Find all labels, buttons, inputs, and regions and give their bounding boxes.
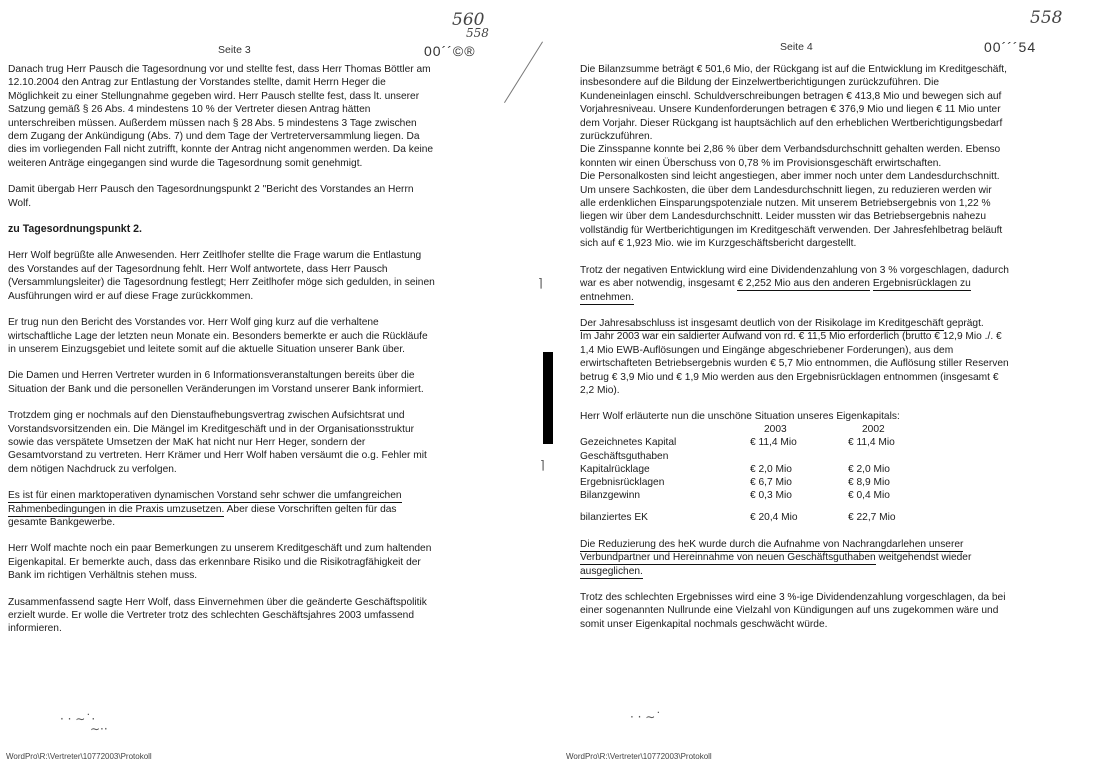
signature-scribble-right: ⋅ · ∼˙: [630, 710, 662, 724]
table-row: [580, 463, 896, 476]
paragraph-rest: Aber diese Vorschriften gelten für das gesamte Bankgewerbe.: [8, 503, 397, 528]
left-page: [0, 0, 545, 784]
row-label: Ergebnisrücklagen: [580, 477, 665, 489]
handwritten-number-left: 560: [452, 10, 485, 30]
document-stamp-left: 00´´©®: [424, 43, 476, 59]
value-2002: € 8,9 Mio: [848, 477, 890, 489]
value-2002: € 11,4 Mio: [848, 436, 895, 448]
underlined-text: Ergebnisrücklagen zu entnehmen.: [580, 278, 971, 303]
table-row: [580, 436, 896, 450]
paragraph: Die Zinsspanne konnte bei 2,86 % über dem Verbandsdurchschnitt gehalten werden. Ebenso konnten wir einen Überschuss von 0,78 % im Provisionsgeschäft erwirtschaften.: [580, 144, 1001, 169]
footer-path-right: WordPro\R:\Vertreter\10772003\Protokoll: [566, 752, 712, 761]
value-2003: € 0,3 Mio: [750, 490, 792, 502]
value-2003: € 6,7 Mio: [750, 477, 792, 489]
redaction-bar: [543, 352, 553, 444]
value-2002: € 2,0 Mio: [848, 463, 890, 475]
value-2003: € 2,0 Mio: [750, 463, 792, 475]
signature-scribble-left: · ⋅ ∼˙⋅: [60, 712, 96, 726]
underlined-text: € 2,252 Mio aus den anderen: [737, 278, 870, 290]
underlined-text: Der Jahresabschluss ist insgesamt deutlich von der Risikolage im Kreditgeschäft: [580, 317, 944, 329]
risk-rest: geprägt.: [946, 317, 984, 329]
table-row: [580, 489, 896, 502]
page-number-right: Seite 4: [780, 41, 813, 53]
dividend-text: Trotz der negativen Entwicklung wird eine Dividendenzahlung von 3 % vorgeschlagen, dadurch war es aber notwendig, insgesamt: [580, 264, 1009, 290]
row-label: bilanziertes EK: [580, 511, 648, 523]
document-stamp-right: 00´´´54: [984, 39, 1037, 55]
paragraph: Im Jahr 2003 war ein saldierter Aufwand von rd. € 11,5 Mio erforderlich (brutto € 12,9 Mio ./. € 1,4 Mio EWB-Auflösungen und Eingänge abgeschriebener Forderungen), aus dem erwirtschafteten Betriebsergebnis wurden € 5,7 Mio entnommen, die Auflösung stiller Reserven betrug € 3,9 Mio und € 1,9 Mio werden aus den Ergebnisrücklagen entnommen (insgesamt € 2,2 Mio).: [580, 331, 1009, 396]
page-number-left: Seite 3: [218, 44, 251, 56]
paragraph: Herr Wolf begrüßte alle Anwesenden. Herr Zeitlhofer stellte die Frage warum die Entlastung des Vorstandes auf der Tagesordnung fehlt. Herr Wolf antwortete, dass Herr Pausch (Versammlungsleiter) die Tagesordnung festlegt; Herr Zeitlhofer möge sich gedulden, in seinen Ausführungen wird er auf diese Frage zurückkommen.: [8, 250, 435, 302]
paragraph: Er trug nun den Bericht des Vorstandes vor. Herr Wolf ging kurz auf die verhaltene wirtschaftliche Lage der letzten neun Monate ein. Besonders bemerkte er auch die Rückläufe in unserem Einzugsgebiet und leitete somit auf die aktuelle Situation unserer Bank über.: [8, 317, 428, 355]
right-page: [538, 0, 1100, 784]
paragraph: Damit übergab Herr Pausch den Tagesordnungspunkt 2 "Bericht des Vorstandes an Herrn Wolf.: [8, 184, 414, 209]
value-2002: € 0,4 Mio: [848, 490, 890, 502]
signature-scribble-left-2: ∼⋅·: [90, 722, 108, 736]
row-label: Kapitalrücklage: [580, 463, 650, 475]
underlined-text: Verbundpartner und Hereinnahme von neuen Geschäftsguthaben: [580, 552, 876, 564]
reduction-paragraph: [580, 538, 1010, 578]
underlined-text: ausgeglichen.: [580, 565, 643, 577]
paragraph: Die Personalkosten sind leicht angestiegen, aber immer noch unter dem Landesdurchschnitt. Um unsere Sachkosten, die über dem Landesdurchschnitt liegen, zu reduzieren werden wir alle erdenklichen Einsparungspotenziale nutzen. Mit unserem Betriebsergebnis von 1,22 % liegen wir über dem Landesdurchschnitt. Leider mussten wir das Betriebsergebnis nahezu vollständig für Wertberichtigungen im Kreditgeschäft verwenden. Der Jahresfehlbetrag beläuft sich auf € 1,923 Mio. wie im Kurzgeschäftsbericht dargestellt.: [580, 171, 1003, 250]
handwritten-subnumber-left: 558: [466, 26, 489, 40]
margin-mark: ⌉: [538, 276, 543, 290]
section-heading: zu Tagesordnungspunkt 2.: [8, 223, 142, 236]
equity-header-row: [580, 424, 896, 436]
risk-paragraph: [580, 317, 1010, 330]
value-2003: € 20,4 Mio: [750, 511, 798, 523]
value-2003: [750, 450, 848, 463]
equity-table: [580, 424, 896, 524]
paragraph: Die Bilanzsumme beträgt € 501,6 Mio, der Rückgang ist auf die Entwicklung im Kreditgeschäft, insbesondere auf die Bildung der Einzelwertberichtigungen zurückzuführen. Die Kundeneinlagen einschl. Schuldverschreibungen betragen € 413,8 Mio und bewegen sich auf Vorjahresniveau. Unsere Kundenforderungen betragen € 376,9 Mio und liegen € 11 Mio unter dem Vorjahr. Dieser Rückgang ist hauptsächlich auf den erheblichen Wertberichtigungsbedarf zurückzuführen.: [580, 64, 1007, 143]
equity-intro: Herr Wolf erläuterte nun die unschöne Situation unseres Eigenkapitals:: [580, 411, 900, 423]
paragraph: Zusammenfassend sagte Herr Wolf, dass Einvernehmen über die geänderte Geschäftspolitik erzielt wurde. Er wolle die Vertreter trotz des schlechten Geschäftsjahres 2003 umfassend informieren.: [8, 596, 427, 635]
paragraph: Trotzdem ging er nochmals auf den Dienstaufhebungsvertrag zwischen Aufsichtsrat und Vorstandsvorsitzenden ein. Die Mängel im Kreditgeschäft und in der Organisationsstruktur sowie das verspätete Umsetzen der MaK hat nicht nur Herr Heger, sondern der Gesamtvorstand zu vertreten. Herr Krämer und Herr Wolf haben versäumt die o.g. Fehler mit dem nötigen Nachdruck zu verfolgen.: [8, 410, 427, 475]
footer-path-left: WordPro\R:\Vertreter\10772003\Protokoll: [6, 752, 152, 761]
paragraph: Danach trug Herr Pausch die Tagesordnung vor und stellte fest, dass Herr Thomas Böttler am 12.10.2004 den Antrag zur Entlastung der Vorstandes stellte, damit Herrn Heger die Möglichkeit zu einer Stellungnahme gegeben wird. Herr Pausch stellte fest, dass lt. unserer Satzung gemäß § 26 Abs. 4 mindestens 10 % der Vertreter diesen Antrag hätten unterschreiben müssen. Außerdem müssen nach § 28 Abs. 5 mindestens 3 Tage zwischen dem Zugang der Ankündigung (Abs. 7) und dem Tage der Vertreterversammlung liegen. Da dies im vorliegenden Fall nicht zutrifft, konnte der Antrag nicht angenommen werden. Da keine weiteren Anträge eingegangen sind wurde die Tagesordnung somit genehmigt.: [8, 64, 434, 169]
table-row: [580, 476, 896, 489]
table-row-total: [580, 503, 896, 524]
reduction-mid: weitgehendst wieder: [875, 552, 972, 564]
underlined-text: Es ist für einen marktoperativen dynamischen Vorstand sehr schwer die umfangreichen Rahmenbedingungen in die Praxis umzusetzen.: [8, 490, 402, 515]
value-2003: € 11,4 Mio: [750, 436, 797, 448]
column-header: 2003: [764, 423, 787, 435]
paragraph: Die Damen und Herren Vertreter wurden in 6 Informationsveranstaltungen bereits über die Situation der Bank und die personellen Veränderungen im Vorstand unserer Bank informiert.: [8, 370, 424, 395]
margin-mark: ⌉: [540, 458, 545, 472]
value-2002: € 22,7 Mio: [848, 511, 896, 523]
underlined-paragraph: [8, 489, 436, 529]
right-column: [580, 63, 1010, 644]
underlined-text: Die Reduzierung des heK wurde durch die Aufnahme von Nachrangdarlehen unserer: [580, 538, 964, 550]
left-column: [8, 63, 436, 649]
row-label: Gezeichnetes Kapital: [580, 436, 677, 448]
column-header: 2002: [862, 423, 885, 435]
paragraph: Trotz des schlechten Ergebnisses wird eine 3 %-ige Dividendenzahlung vorgeschlagen, da bei einer sogenannten Nullrunde eine Vielzahl von Kündigungen auf uns zugekommen wäre und somit unser Eigenkapital nochmals geschwächt würde.: [580, 591, 1006, 630]
paragraph: Herr Wolf machte noch ein paar Bemerkungen zu unserem Kreditgeschäft und zum haltenden Eigenkapital. Er bemerkte auch, dass das erkennbare Risiko und die Risikotragfähigkeit der Bank im richtigen Verhältnis stehen muss.: [8, 543, 432, 582]
dividend-paragraph: [580, 264, 1010, 304]
row-label: Bilanzgewinn: [580, 490, 641, 502]
value-2002: [848, 450, 896, 463]
table-row: [580, 450, 896, 463]
handwritten-number-right: 558: [1030, 8, 1063, 28]
row-label: Geschäftsguthaben: [580, 450, 669, 462]
